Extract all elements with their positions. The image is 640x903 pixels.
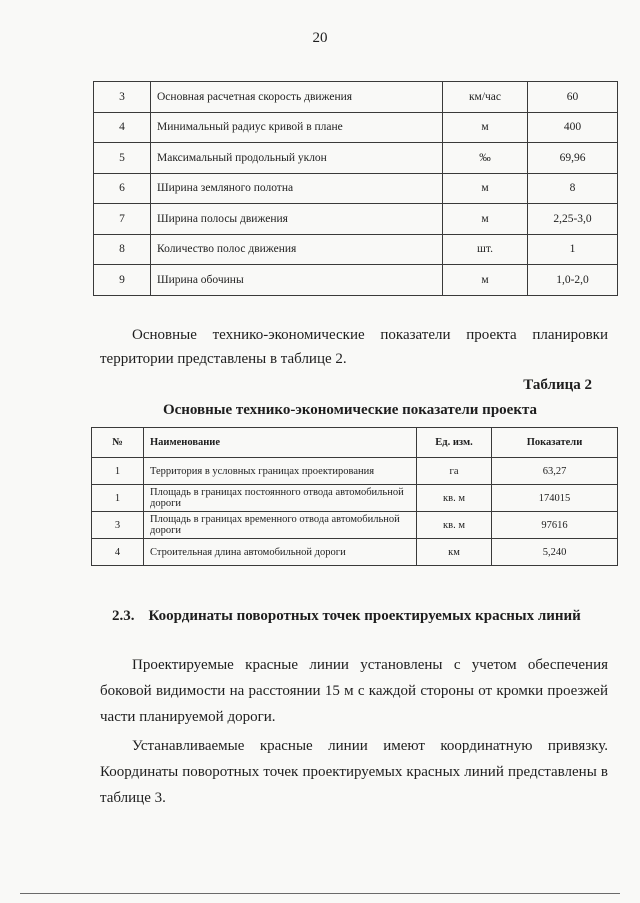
row-number: 1 bbox=[92, 458, 144, 485]
table-row bbox=[94, 112, 618, 143]
row-unit: м bbox=[443, 112, 528, 143]
row-value: 1 bbox=[528, 234, 618, 265]
row-unit: м bbox=[443, 204, 528, 235]
row-number: 1 bbox=[92, 485, 144, 512]
table-row bbox=[94, 204, 618, 235]
row-value: 69,96 bbox=[528, 143, 618, 174]
row-unit: км/час bbox=[443, 82, 528, 113]
table2-title: Основные технико-экономические показатели проекта bbox=[162, 402, 538, 418]
row-name: Площадь в границах постоянного отвода автомобильной дороги bbox=[144, 485, 417, 512]
row-value: 8 bbox=[528, 173, 618, 204]
row-value: 97616 bbox=[492, 512, 618, 539]
row-number: 4 bbox=[94, 112, 151, 143]
section-title: Координаты поворотных точек проектируемых красных линий bbox=[148, 608, 581, 624]
paragraph-red-lines: Проектируемые красные линии установлены с учетом обеспечения боковой видимости на расстоянии 15 м с каждой стороны от кромки проезжей части планируемой дороги. bbox=[100, 657, 608, 725]
row-name: Строительная длина автомобильной дороги bbox=[144, 539, 417, 566]
row-number: 4 bbox=[92, 539, 144, 566]
row-unit: га bbox=[417, 458, 492, 485]
table-row bbox=[92, 512, 618, 539]
row-number: 3 bbox=[94, 82, 151, 113]
row-value: 60 bbox=[528, 82, 618, 113]
row-unit: кв. м bbox=[417, 485, 492, 512]
row-unit: км bbox=[417, 539, 492, 566]
row-value: 174015 bbox=[492, 485, 618, 512]
row-name: Максимальный продольный уклон bbox=[151, 143, 443, 174]
row-name: Ширина земляного полотна bbox=[151, 173, 443, 204]
row-name: Основная расчетная скорость движения bbox=[151, 82, 443, 113]
table-row bbox=[94, 143, 618, 174]
paragraph-table2-reference: Основные технико-экономические показатели проекта планировки территории представлены в таблице 2. bbox=[100, 327, 608, 367]
page-bottom-rule bbox=[20, 893, 620, 894]
row-unit: кв. м bbox=[417, 512, 492, 539]
row-name: Площадь в границах временного отвода автомобильной дороги bbox=[144, 512, 417, 539]
row-number: 7 bbox=[94, 204, 151, 235]
section-number: 2.3. bbox=[112, 608, 135, 624]
table-header-row bbox=[92, 428, 618, 458]
row-name: Территория в условных границах проектирования bbox=[144, 458, 417, 485]
row-unit: м bbox=[443, 265, 528, 296]
row-name: Минимальный радиус кривой в плане bbox=[151, 112, 443, 143]
row-value: 2,25-3,0 bbox=[528, 204, 618, 235]
page-number: 20 bbox=[312, 30, 328, 46]
paragraph-coordinates: Устанавливаемые красные линии имеют координатную привязку. Координаты поворотных точек проектируемых красных линий представлены в таблице 3. bbox=[100, 738, 608, 806]
road-parameters-table bbox=[93, 81, 618, 296]
row-name: Ширина обочины bbox=[151, 265, 443, 296]
row-number: 3 bbox=[92, 512, 144, 539]
header-value: Показатели bbox=[492, 428, 618, 458]
row-number: 5 bbox=[94, 143, 151, 174]
economic-indicators-table bbox=[91, 427, 618, 566]
table-row bbox=[92, 485, 618, 512]
header-unit: Ед. изм. bbox=[417, 428, 492, 458]
table-row bbox=[94, 173, 618, 204]
row-unit: шт. bbox=[443, 234, 528, 265]
section-heading bbox=[112, 608, 612, 625]
table-row bbox=[92, 458, 618, 485]
row-unit: м bbox=[443, 173, 528, 204]
row-value: 5,240 bbox=[492, 539, 618, 566]
row-name: Ширина полосы движения bbox=[151, 204, 443, 235]
table-row bbox=[94, 265, 618, 296]
row-value: 400 bbox=[528, 112, 618, 143]
row-value: 63,27 bbox=[492, 458, 618, 485]
row-number: 8 bbox=[94, 234, 151, 265]
row-unit: ‰ bbox=[443, 143, 528, 174]
row-value: 1,0-2,0 bbox=[528, 265, 618, 296]
header-number: № bbox=[92, 428, 144, 458]
table-row bbox=[94, 82, 618, 113]
row-name: Количество полос движения bbox=[151, 234, 443, 265]
header-name: Наименование bbox=[144, 428, 417, 458]
table-row bbox=[94, 234, 618, 265]
table2-label: Таблица 2 bbox=[523, 377, 592, 393]
row-number: 9 bbox=[94, 265, 151, 296]
row-number: 6 bbox=[94, 173, 151, 204]
table-row bbox=[92, 539, 618, 566]
